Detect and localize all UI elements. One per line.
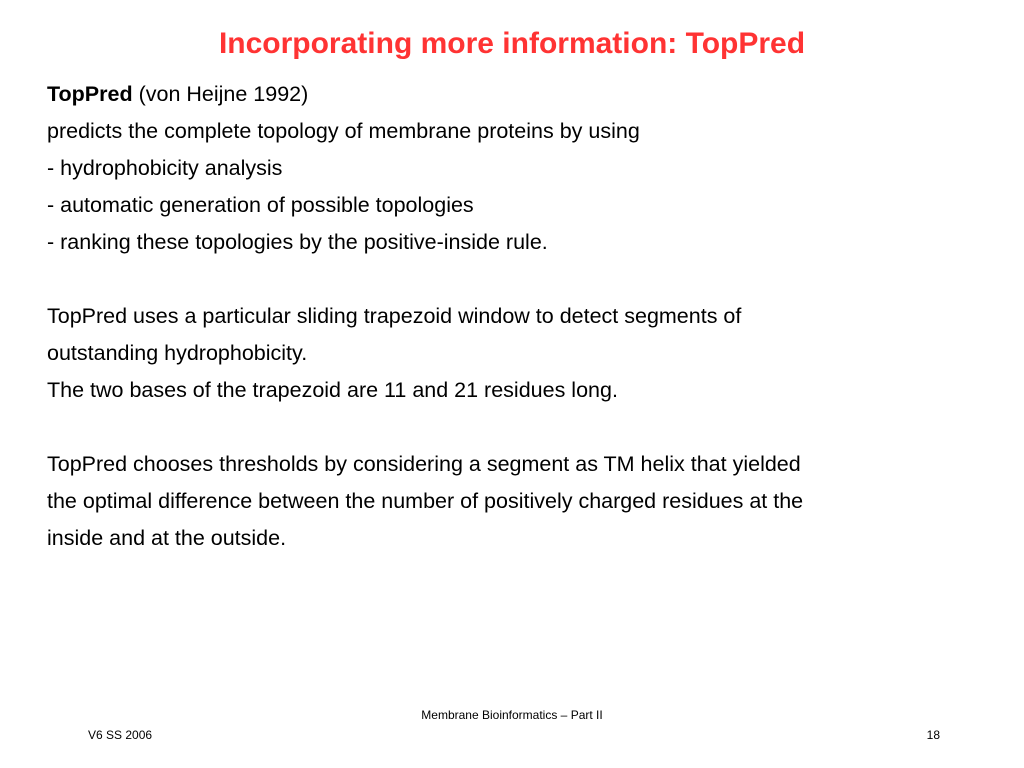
blank-line [47, 409, 987, 446]
footer-course: Membrane Bioinformatics – Part II [421, 708, 603, 722]
threshold-line-1: TopPred chooses thresholds by considering a segment as TM helix that yielded [47, 452, 801, 476]
bullet-hydrophobicity: - hydrophobicity analysis [47, 156, 283, 180]
slide-body [47, 76, 987, 557]
citation: (von Heijne 1992) [132, 82, 309, 106]
footer-page-number: 18 [926, 728, 940, 742]
window-line-2: outstanding hydrophobicity. [47, 341, 308, 365]
threshold-line-3: inside and at the outside. [47, 526, 287, 550]
window-line-1: TopPred uses a particular sliding trapezoid window to detect segments of [47, 304, 742, 328]
slide-title: Incorporating more information: TopPred [218, 27, 806, 60]
bullet-ranking: - ranking these topologies by the positive-inside rule. [47, 230, 548, 254]
heading-line [47, 76, 987, 113]
blank-line [47, 261, 987, 298]
footer-lecture: V6 SS 2006 [88, 728, 153, 742]
intro-line: predicts the complete topology of membrane proteins by using [47, 119, 640, 143]
window-line-3: The two bases of the trapezoid are 11 and 21 residues long. [47, 378, 618, 402]
toppred-name: TopPred [47, 82, 133, 106]
bullet-topology-generation: - automatic generation of possible topologies [47, 193, 474, 217]
threshold-line-2: the optimal difference between the number of positively charged residues at the [47, 489, 804, 513]
